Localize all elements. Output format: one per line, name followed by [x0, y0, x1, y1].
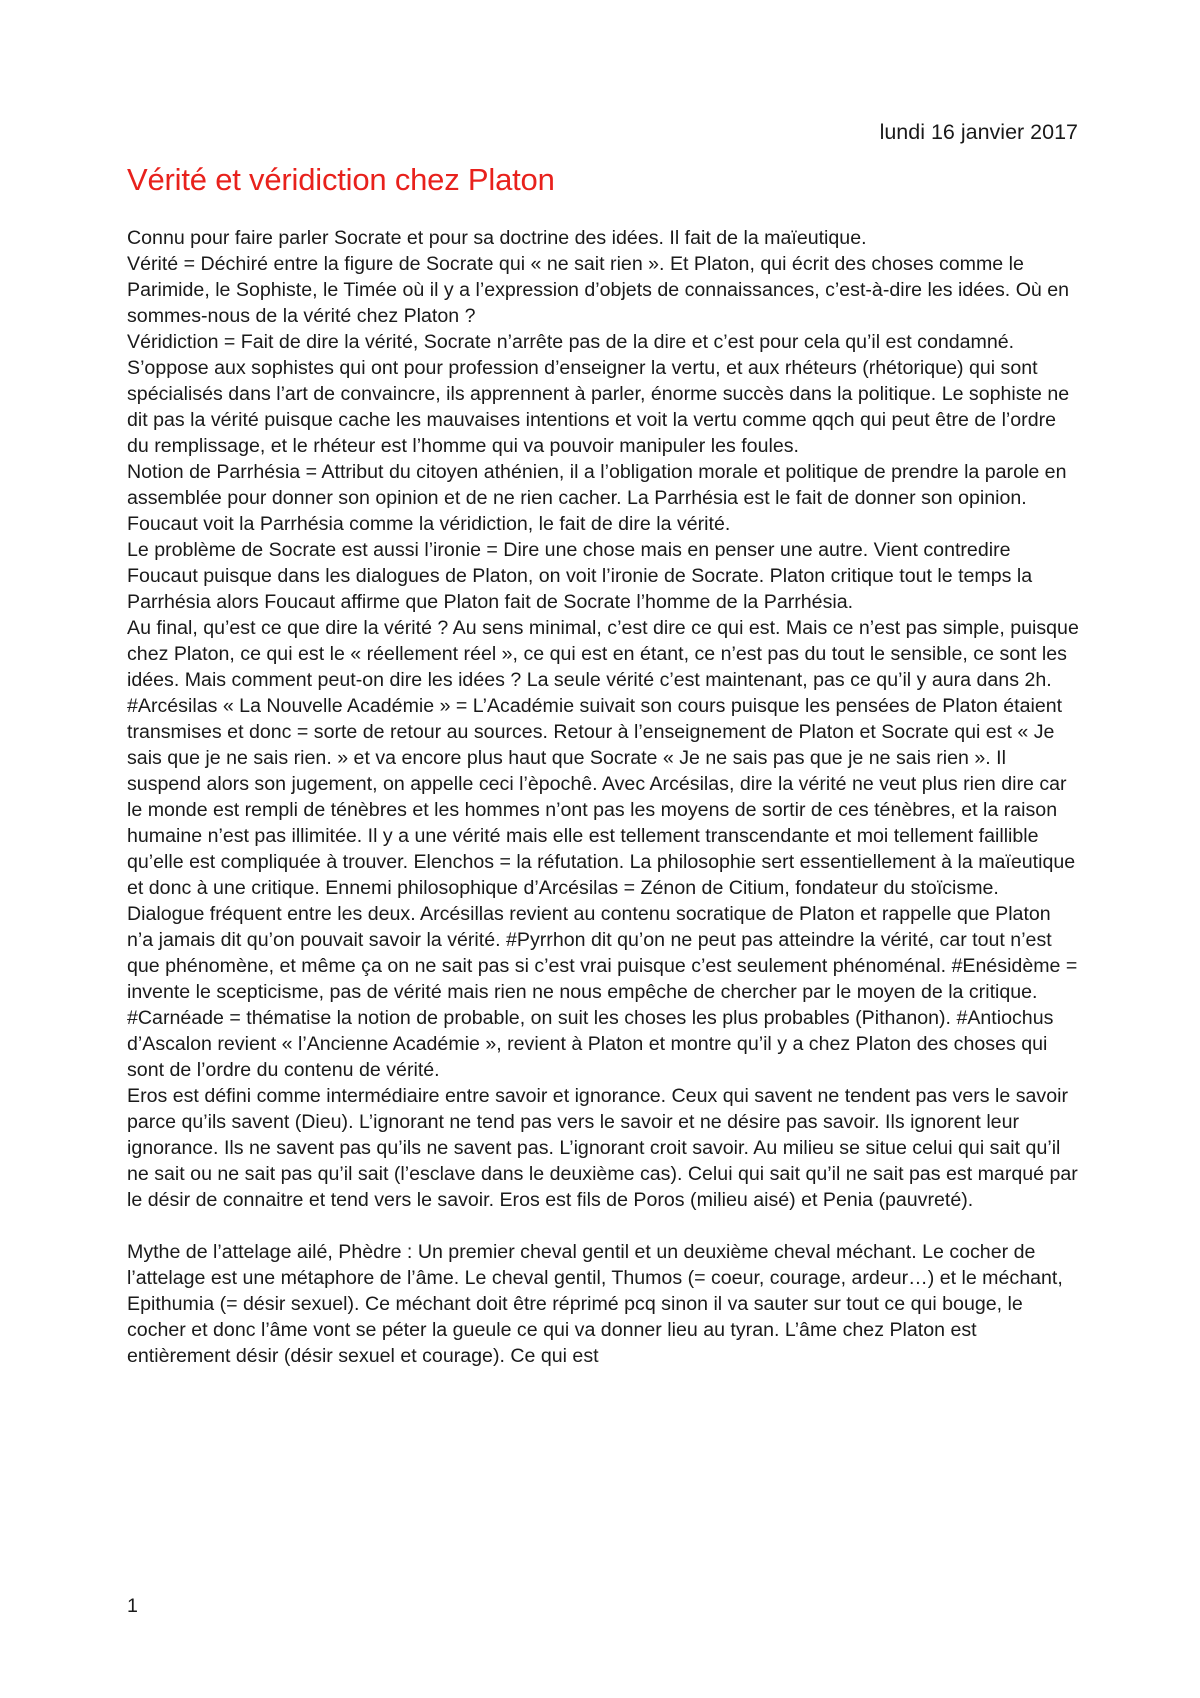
paragraph: Eros est défini comme intermédiaire entre savoir et ignorance. Ceux qui savent ne tendent pas vers le savoir parce qu’ils savent (Dieu). L’ignorant ne tend pas vers le savoir et ne désire pas savoir. Ils ignorent leur ignorance. Ils ne savent pas qu’ils ne savent pas. L’ignorant croit savoir. Au milieu se situe celui qui sait qu’il ne sait ou ne sait pas qu’il sait (l’esclave dans le deuxième cas). Celui qui sait qu’il ne sait pas est marqué par le désir de connaitre et tend vers le savoir. Eros est fils de Poros (milieu aisé) et Penia (pauvreté). [127, 1085, 1078, 1211]
page-number: 1 [127, 1595, 138, 1617]
paragraph: Connu pour faire parler Socrate et pour sa doctrine des idées. Il fait de la maïeutique. [127, 227, 867, 249]
paragraph: Le problème de Socrate est aussi l’ironie = Dire une chose mais en penser une autre. Vient contredire Foucaut puisque dans les dialogues de Platon, on voit l’ironie de Socrate. Platon critique tout le temps la Parrhésia alors Foucaut affirme que Platon fait de Socrate l’homme de la Parrhésia. [127, 539, 1033, 613]
paragraph: #Arcésilas « La Nouvelle Académie » = L’Académie suivait son cours puisque les pensées de Platon étaient transmises et donc = sorte de retour au sources. Retour à l’enseignement de Platon et Socrate qui est « Je sais que je ne sais rien. » et va encore plus haut que Socrate « Je ne sais pas que je ne sais rien ». Il suspend alors son jugement, on appelle ceci l’èpochê. Avec Arcésilas, dire la vérité ne veut plus rien dire car le monde est rempli de ténèbres et les hommes n’ont pas les moyens de sortir de ces ténèbres, et la raison humaine n’est pas illimitée. Il y a une vérité mais elle est tellement transcendante et moi tellement faillible qu’elle est compliquée à trouver. Elenchos = la réfutation. La philosophie sert essentiellement à la maïeutique et donc à une critique. Ennemi philosophique d’Arcésilas = Zénon de Citium, fondateur du stoïcisme. Dialogue fréquent entre les deux. Arcésillas revient au contenu socratique de Platon et rappelle que Platon n’a jamais dit qu’on pouvait savoir la vérité. #Pyrrhon dit qu’on ne peut pas atteindre la vérité, car tout n’est que phénomène, et même ça on ne sait pas si c’est vrai puisque c’est seulement phénoménal. #Enésidème = invente le scepticisme, pas de vérité mais rien ne nous empêche de chercher par le moyen de la critique. #Carnéade = thématise la notion de probable, on suit les choses les plus probables (Pithanon). #Antiochus d’Ascalon revient « l’Ancienne Académie », revient à Platon et montre qu’il y a chez Platon des choses qui sont de l’ordre du contenu de vérité. [127, 695, 1078, 1081]
document-date: lundi 16 janvier 2017 [879, 120, 1078, 144]
paragraph: Mythe de l’attelage ailé, Phèdre : Un premier cheval gentil et un deuxième cheval méchant. Le cocher de l’attelage est une métaphore de l’âme. Le cheval gentil, Thumos (= coeur, courage, ardeur…) et le méchant, Epithumia (= désir sexuel). Ce méchant doit être réprimé pcq sinon il va sauter sur tout ce qui bouge, le cocher et donc l’âme vont se péter la gueule ce qui va donner lieu au tyran. L’âme chez Platon est entièrement désir (désir sexuel et courage). Ce qui est [127, 1241, 1063, 1367]
paragraph: Au final, qu’est ce que dire la vérité ? Au sens minimal, c’est dire ce qui est. Mais ce n’est pas simple, puisque chez Platon, ce qui est le « réellement réel », ce qui est en étant, ce n’est pas du tout le sensible, ce sont les idées. Mais comment peut-on dire les idées ? La seule vérité c’est maintenant, pas ce qu’il y aura dans 2h. [127, 617, 1079, 691]
paragraph: Notion de Parrhésia = Attribut du citoyen athénien, il a l’obligation morale et politique de prendre la parole en assemblée pour donner son opinion et de ne rien cacher. La Parrhésia est le fait de donner son opinion. Foucaut voit la Parrhésia comme la véridiction, le fait de dire la vérité. [127, 461, 1067, 535]
paragraph: Vérité = Déchiré entre la figure de Socrate qui « ne sait rien ». Et Platon, qui écrit des choses comme le Parimide, le Sophiste, le Timée où il y a l’expression d’objets de connaissances, c’est-à-dire les idées. Où en sommes-nous de la vérité chez Platon ? [127, 253, 1070, 327]
paragraph: Véridiction = Fait de dire la vérité, Socrate n’arrête pas de la dire et c’est pour cela qu’il est condamné. S’oppose aux sophistes qui ont pour profession d’enseigner la vertu, et aux rhéteurs (rhétorique) qui sont spécialisés dans l’art de convaincre, ils apprennent à parler, énorme succès dans la politique. Le sophiste ne dit pas la vérité puisque cache les mauvaises intentions et voit la vertu comme qqch qui peut être de l’ordre du remplissage, et le rhéteur est l’homme qui va pouvoir manipuler les foules. [127, 331, 1070, 457]
document-title: Vérité et véridiction chez Platon [127, 162, 555, 197]
document-body [127, 225, 1079, 1369]
